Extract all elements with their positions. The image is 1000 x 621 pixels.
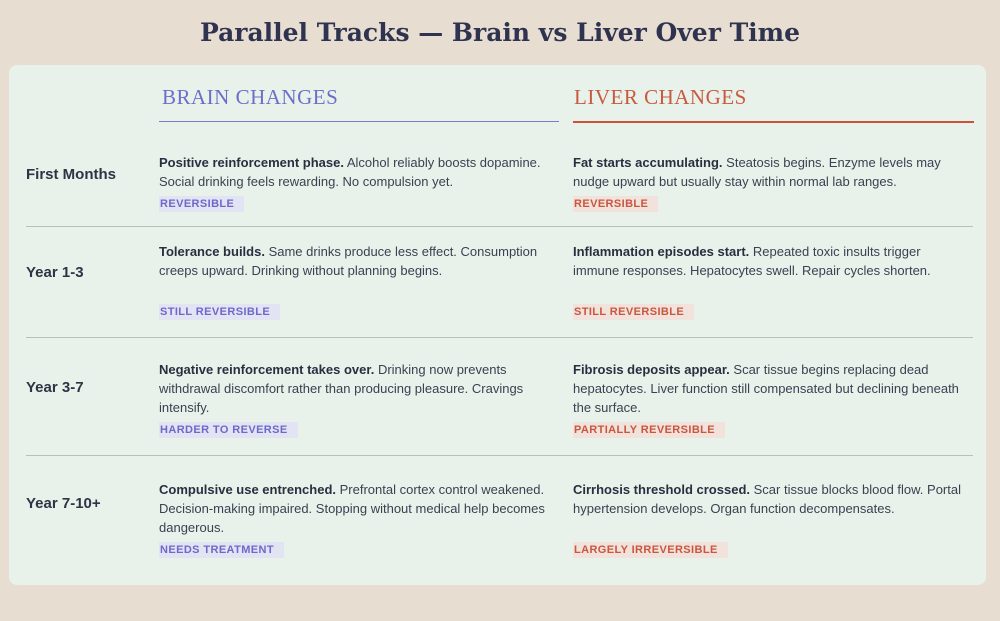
stage-label: First Months — [26, 166, 116, 183]
stage-label: Year 1-3 — [26, 264, 84, 281]
liver-lead: Fibrosis deposits appear. — [573, 362, 730, 377]
liver-lead: Inflammation episodes start. — [573, 244, 750, 259]
row-divider — [26, 455, 973, 456]
brain-status-badge: NEEDS TREATMENT — [159, 542, 284, 558]
brain-status-badge: HARDER TO REVERSE — [159, 422, 298, 438]
brain-lead: Compulsive use entrenched. — [159, 482, 336, 497]
row-divider — [26, 226, 973, 227]
brain-description — [159, 242, 555, 280]
stage-label: Year 3-7 — [26, 379, 84, 396]
stage-label: Year 7-10+ — [26, 495, 101, 512]
liver-header-underline — [573, 121, 974, 123]
brain-description — [159, 360, 555, 417]
liver-status-badge: PARTIALLY REVERSIBLE — [573, 422, 725, 438]
brain-description — [159, 480, 555, 537]
page-title: Parallel Tracks — Brain vs Liver Over Time — [199, 18, 801, 47]
liver-column-header: LIVER CHANGES — [574, 85, 747, 109]
brain-status-badge: STILL REVERSIBLE — [159, 304, 280, 320]
liver-status-badge: REVERSIBLE — [573, 196, 658, 212]
brain-lead: Positive reinforcement phase. — [159, 155, 344, 170]
liver-lead: Cirrhosis threshold crossed. — [573, 482, 750, 497]
liver-status-badge: STILL REVERSIBLE — [573, 304, 694, 320]
comparison-card — [9, 65, 986, 585]
liver-description — [573, 242, 969, 280]
liver-text: Steatosis begins. Enzyme levels may nudge upward but usually stay within normal lab ranges. — [573, 155, 941, 189]
liver-description — [573, 153, 969, 191]
liver-text: Repeated toxic insults trigger immune responses. Hepatocytes swell. Repair cycles shorten. — [573, 244, 931, 278]
brain-text: Same drinks produce less effect. Consumption creeps upward. Drinking without planning begins. — [159, 244, 538, 278]
brain-column-header: BRAIN CHANGES — [162, 85, 339, 109]
liver-lead: Fat starts accumulating. — [573, 155, 723, 170]
brain-text: Alcohol reliably boosts dopamine. Social drinking feels rewarding. No compulsion yet. — [159, 155, 541, 189]
liver-description — [573, 360, 969, 417]
row-divider — [26, 337, 973, 338]
brain-header-underline — [159, 121, 559, 122]
brain-lead: Negative reinforcement takes over. — [159, 362, 375, 377]
brain-status-badge: REVERSIBLE — [159, 196, 244, 212]
liver-status-badge: LARGELY IRREVERSIBLE — [573, 542, 728, 558]
brain-lead: Tolerance builds. — [159, 244, 265, 259]
brain-text: Prefrontal cortex control weakened. Decision-making impaired. Stopping without medical help becomes dangerous. — [159, 482, 545, 535]
liver-text: Scar tissue blocks blood flow. Portal hypertension develops. Organ function decompensates. — [573, 482, 961, 516]
liver-description — [573, 480, 969, 518]
brain-text: Drinking now prevents withdrawal discomfort rather than producing pleasure. Cravings intensify. — [159, 362, 524, 415]
liver-text: Scar tissue begins replacing dead hepatocytes. Liver function still compensated but declining beneath the surface. — [573, 362, 959, 415]
brain-description — [159, 153, 555, 191]
